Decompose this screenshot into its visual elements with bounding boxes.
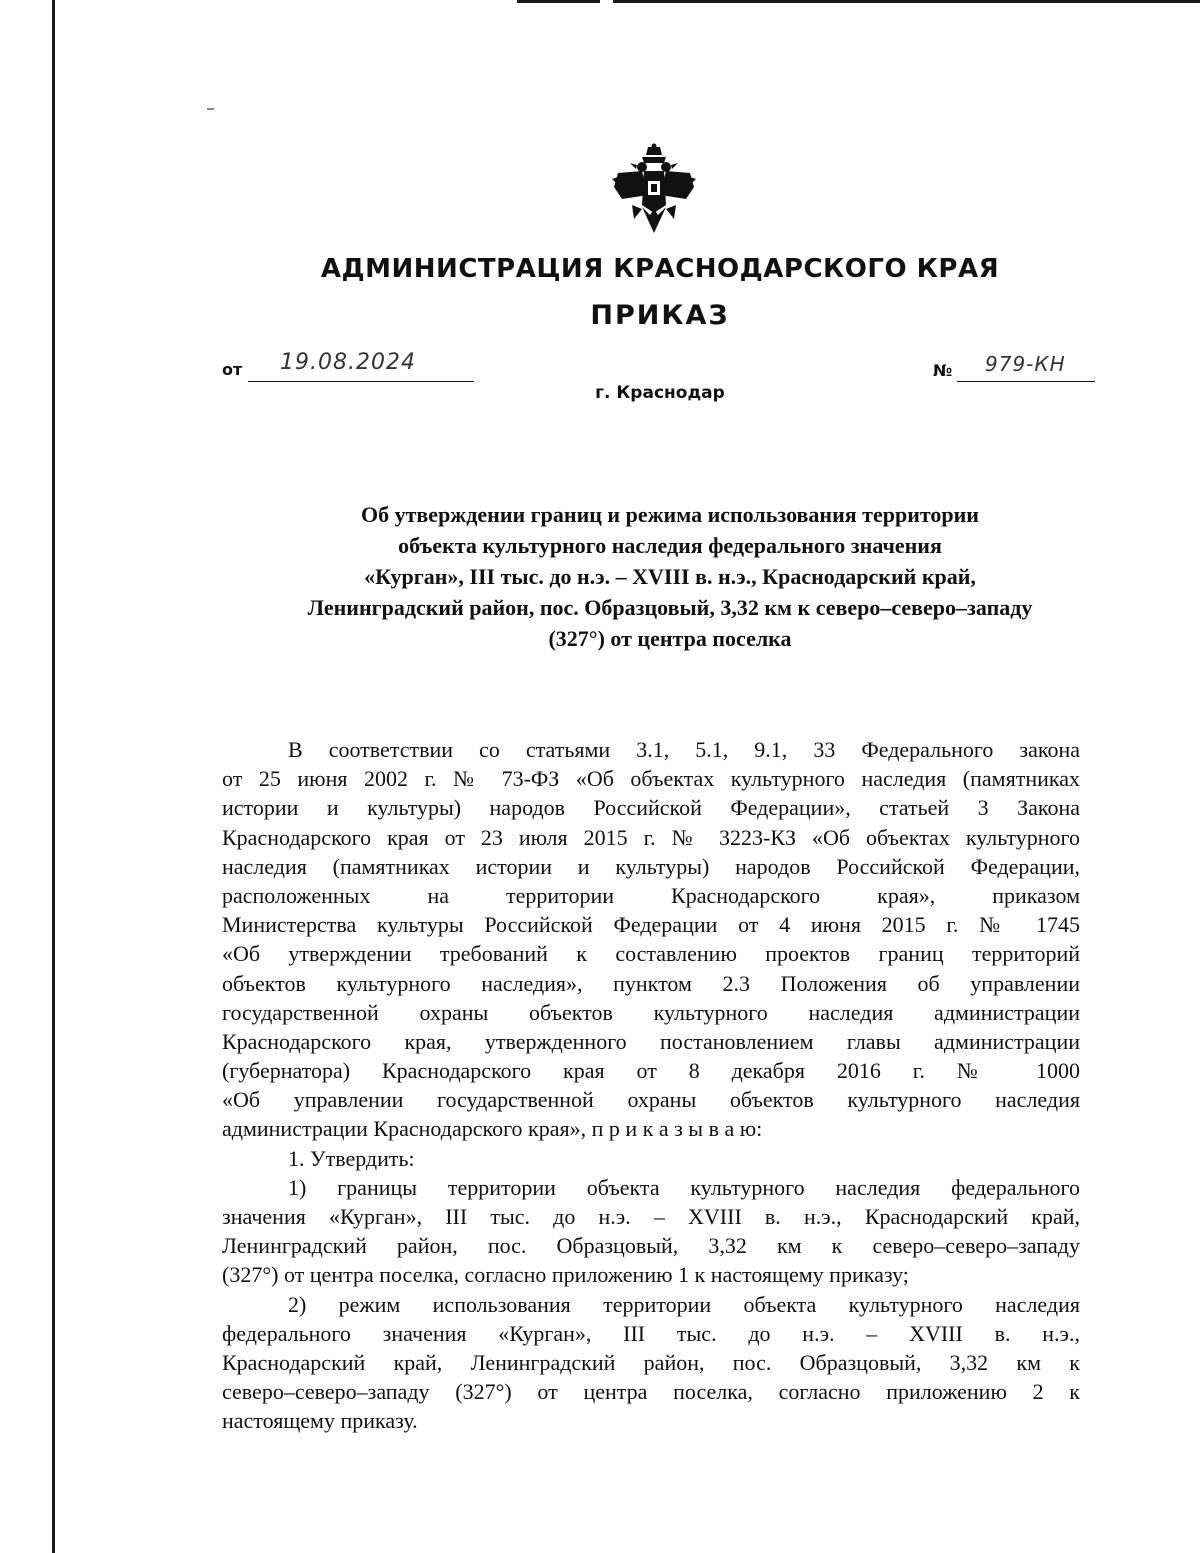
body-line: В соответствии со статьями 3.1, 5.1, 9.1, 33 Федерального закона [288, 737, 1080, 762]
subject-line: (327°) от центра поселка [548, 626, 792, 651]
body-line: 1. Утвердить: [288, 1145, 415, 1171]
date-underline [248, 381, 474, 382]
scan-edge-top [517, 0, 600, 3]
body-line: от 25 июня 2002 г. № 73-ФЗ «Об объектах культурного наследия (памятниках [222, 766, 1080, 792]
coat-of-arms-icon [612, 143, 696, 235]
number-label: № [933, 361, 953, 380]
subject-line: объекта культурного наследия федерального значения [398, 533, 942, 558]
scan-edge-left [52, 0, 55, 1553]
body-line: значения «Курган», III тыс. до н.э. – XVIII в. н.э., Краснодарский край, [222, 1204, 1080, 1229]
body-line: северо–северо–западу (327°) от центра поселка, согласно приложению 2 к [222, 1379, 1080, 1405]
document-number: 979-КН [985, 352, 1066, 376]
document-body [222, 735, 1080, 1436]
body-line: Краснодарский край, Ленинградский район, пос. Образцовый, 3,32 км к [222, 1349, 1080, 1375]
scan-speck [207, 108, 214, 110]
body-line: настоящему приказу. [222, 1408, 418, 1434]
subject-line: Ленинградский район, пос. Образцовый, 3,32 км к северо–северо–западу [307, 595, 1033, 620]
body-line: государственной охраны объектов культурного наследия администрации [222, 999, 1080, 1025]
city: г. Краснодар [595, 383, 725, 403]
scan-edge-top [613, 0, 1200, 3]
body-line: объектов культурного наследия», пунктом 2.3 Положения об управлении [222, 970, 1080, 996]
body-line: федерального значения «Курган», III тыс. до н.э. – XVIII в. н.э., [222, 1320, 1080, 1346]
body-line: Министерства культуры Российской Федерации от 4 июня 2015 г. № 1745 [222, 912, 1080, 938]
body-line: наследия (памятниках истории и культуры) народов Российской Федерации, [222, 853, 1080, 879]
body-line: «Об утверждении требований к составлению проектов границ территорий [222, 941, 1080, 967]
body-line: администрации Краснодарского края», п р и к а з ы в а ю: [222, 1116, 763, 1142]
body-line: «Об управлении государственной охраны объектов культурного наследия [222, 1087, 1080, 1113]
subject-line: «Курган», III тыс. до н.э. – XVIII в. н.э., Краснодарский край, [364, 564, 976, 589]
document-type: ПРИКАЗ [590, 300, 730, 331]
body-line: расположенных на территории Краснодарского края», приказом [222, 882, 1080, 908]
subject-line: Об утверждении границ и режима использования территории [361, 502, 979, 527]
document-date: 19.08.2024 [280, 350, 416, 375]
body-line: 1) границы территории объекта культурного наследия федерального [288, 1174, 1080, 1200]
body-line: (губернатора) Краснодарского края от 8 декабря 2016 г. № 1000 [222, 1058, 1080, 1084]
organization-title: АДМИНИСТРАЦИЯ КРАСНОДАРСКОГО КРАЯ [320, 254, 1000, 284]
body-line: Краснодарского края от 23 июля 2015 г. № 3223-КЗ «Об объектах культурного [222, 824, 1080, 850]
document-subject [190, 499, 1150, 654]
body-line: 2) режим использования территории объекта культурного наследия [288, 1291, 1080, 1317]
body-line: (327°) от центра поселка, согласно приложению 1 к настоящему приказу; [222, 1262, 909, 1288]
date-label: от [222, 360, 243, 379]
body-line: Ленинградский район, пос. Образцовый, 3,32 км к северо–северо–западу [222, 1233, 1080, 1259]
body-line: Краснодарского края, утвержденного постановлением главы администрации [222, 1028, 1080, 1054]
body-line: истории и культуры) народов Российской Федерации», статьей 3 Закона [222, 795, 1080, 821]
number-underline [957, 381, 1095, 382]
